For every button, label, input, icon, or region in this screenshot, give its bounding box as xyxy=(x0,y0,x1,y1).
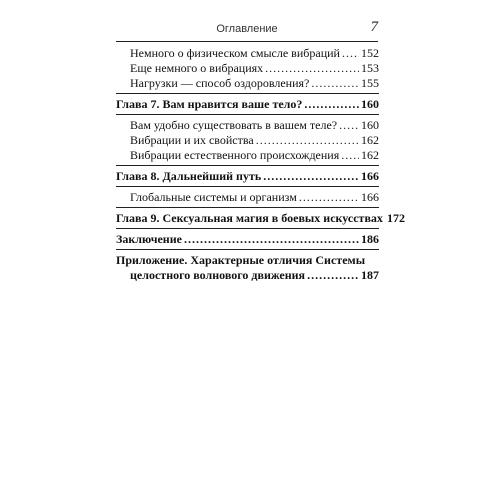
toc-chapter-label: Заключение xyxy=(116,232,182,246)
toc-entry xyxy=(116,148,379,163)
toc-appendix-line2: целостного волнового движения xyxy=(130,268,306,282)
toc-appendix xyxy=(116,253,379,283)
toc-chapter xyxy=(116,169,379,184)
header-title: Оглавление xyxy=(216,23,278,35)
toc-entry-page: 162 xyxy=(361,133,379,147)
dot-leader xyxy=(342,46,359,61)
dot-leader xyxy=(304,97,359,112)
toc-entry-label: Вибрации и их свойства xyxy=(130,133,254,147)
divider xyxy=(116,165,379,166)
toc-entry xyxy=(116,46,379,61)
toc-entry-page: 152 xyxy=(361,46,379,60)
toc-entry-label: Вам удобно существовать в вашем теле? xyxy=(130,118,338,132)
divider xyxy=(116,207,379,208)
toc-entry xyxy=(116,61,379,76)
header-page-number: 7 xyxy=(370,19,378,35)
toc-entry xyxy=(116,76,379,91)
divider xyxy=(116,93,379,94)
toc-entry-page: 162 xyxy=(361,148,379,162)
divider xyxy=(116,114,379,115)
toc-entry-page: 155 xyxy=(361,76,379,90)
toc-entry-label: Немного о физическом смысле вибраций xyxy=(130,46,340,60)
toc-appendix-page: 187 xyxy=(361,268,379,282)
running-header xyxy=(116,21,378,42)
toc-entry-label: Нагрузки — способ оздоровления? xyxy=(130,76,310,90)
dot-leader xyxy=(307,268,359,283)
toc-chapter xyxy=(116,211,405,226)
toc-chapter-label: Глава 7. Вам нравится ваше тело? xyxy=(116,97,303,111)
toc-chapter-page: 172 xyxy=(386,211,405,225)
dot-leader xyxy=(263,169,359,184)
dot-leader xyxy=(339,118,359,133)
toc-chapter xyxy=(116,232,379,247)
toc-chapter-page: 166 xyxy=(361,169,379,183)
toc-entry xyxy=(116,118,379,133)
toc-entry-page: 160 xyxy=(361,118,379,132)
dot-leader xyxy=(311,76,359,91)
toc-chapter-page: 186 xyxy=(361,232,379,246)
divider xyxy=(116,228,379,229)
divider xyxy=(116,249,379,250)
table-of-contents xyxy=(116,46,405,283)
divider xyxy=(116,186,379,187)
toc-appendix-row xyxy=(116,268,379,283)
toc-chapter xyxy=(116,97,379,112)
toc-entry-page: 153 xyxy=(361,61,379,75)
dot-leader xyxy=(184,232,359,247)
toc-entry-page: 166 xyxy=(361,190,379,204)
dot-leader xyxy=(341,148,359,163)
toc-entry-label: Глобальные системы и организм xyxy=(130,190,297,204)
toc-entry-label: Еще немного о вибрациях xyxy=(130,61,264,75)
dot-leader xyxy=(265,61,359,76)
toc-entry xyxy=(116,190,379,205)
toc-appendix-line1: Приложение. Характерные отличия Системы xyxy=(116,253,366,267)
toc-chapter-page: 160 xyxy=(361,97,379,111)
dot-leader xyxy=(299,190,359,205)
toc-entry-label: Вибрации естественного происхождения xyxy=(130,148,340,162)
dot-leader xyxy=(256,133,359,148)
toc-entry xyxy=(116,133,379,148)
toc-chapter-label: Глава 9. Сексуальная магия в боевых искусствах xyxy=(116,211,383,225)
toc-chapter-label: Глава 8. Дальнейший путь xyxy=(116,169,262,183)
